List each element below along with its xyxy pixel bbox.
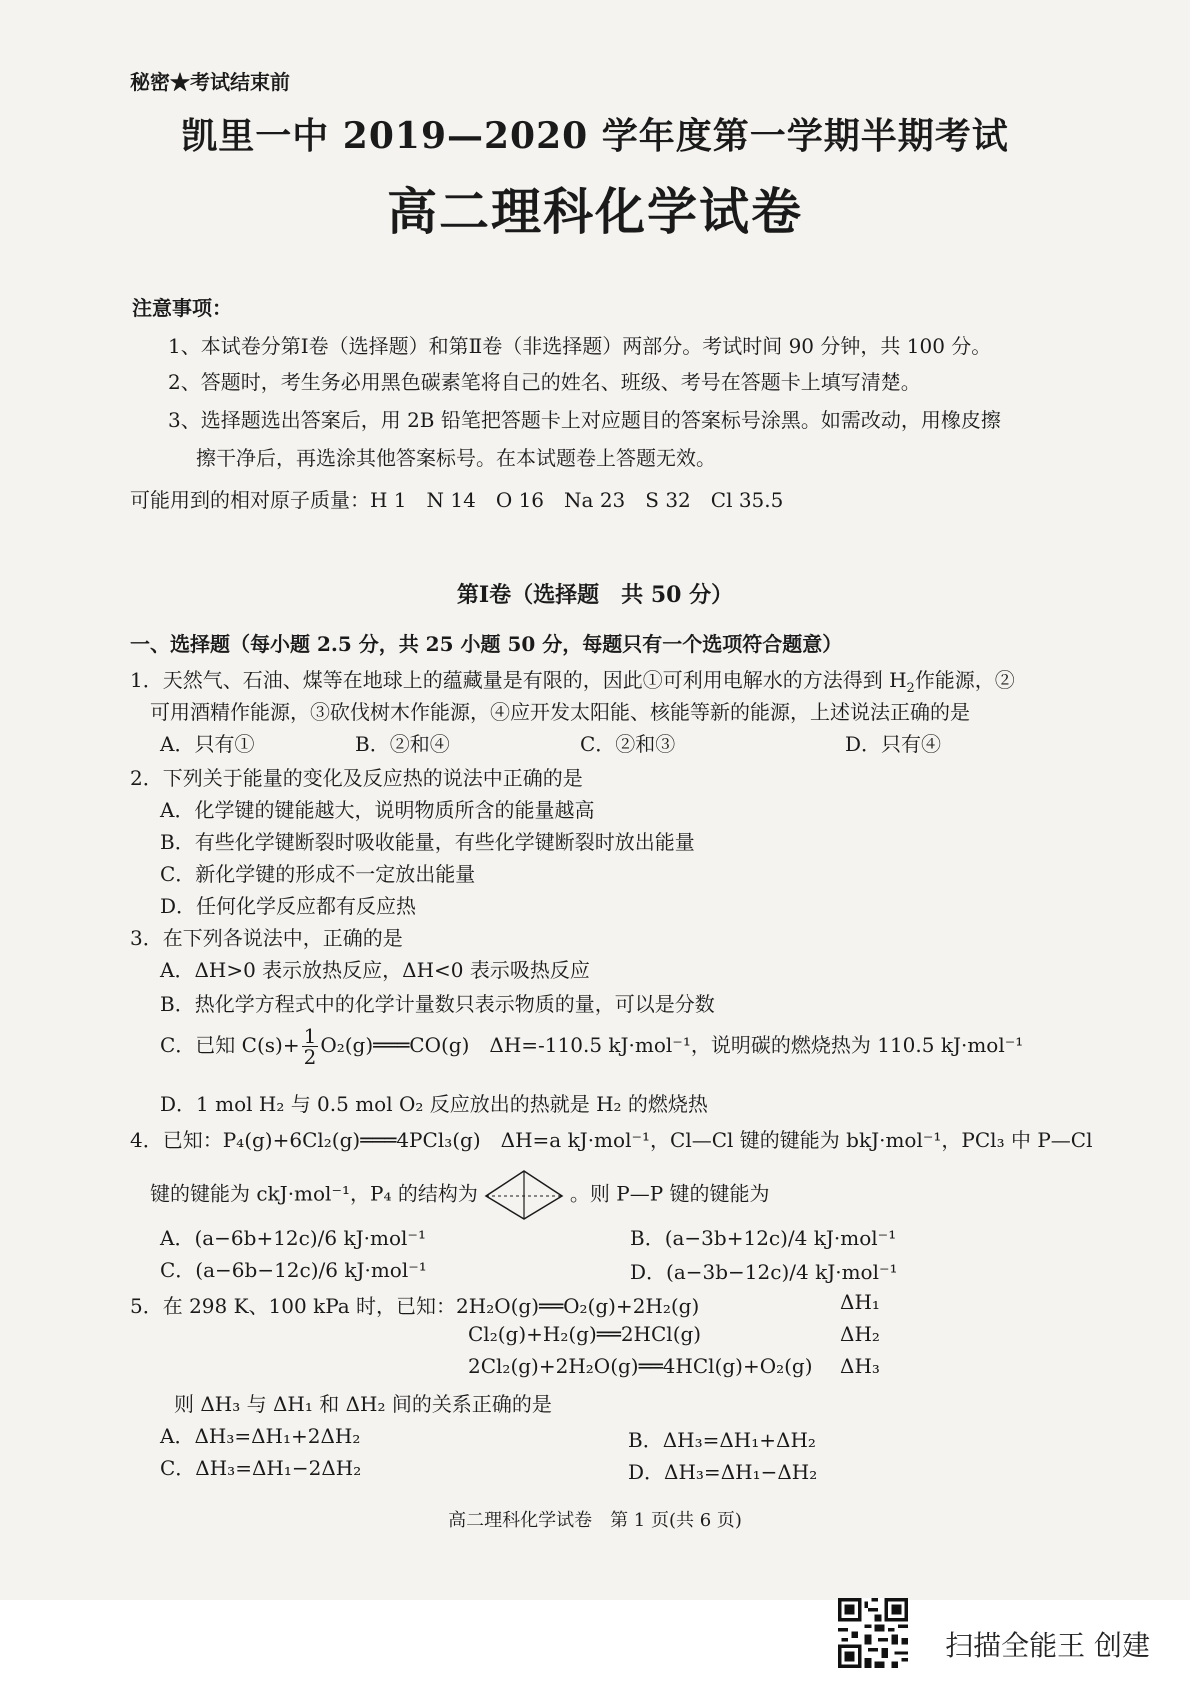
q4-line2-text: 键的键能为 ckJ·mol⁻¹，P₄ 的结构为 bbox=[150, 1181, 478, 1206]
q5-equation-2: Cl₂(g)+H₂(g)══2HCl(g) bbox=[468, 1322, 702, 1346]
q2-option-a: A．化学键的键能越大，说明物质所含的能量越高 bbox=[160, 798, 595, 822]
q2-option-d: D．任何化学反应都有反应热 bbox=[160, 894, 417, 918]
q5-option-d: D．ΔH₃=ΔH₁−ΔH₂ bbox=[628, 1460, 818, 1484]
notice-item-1: 1、本试卷分第Ⅰ卷（选择题）和第Ⅱ卷（非选择题）两部分。考试时间 90 分钟，共 100 分。 bbox=[168, 334, 992, 358]
q3-option-b: B．热化学方程式中的化学计量数只表示物质的量，可以是分数 bbox=[160, 992, 715, 1016]
school-exam-title: 凯里一中 2019—2020 学年度第一学期半期考试 bbox=[181, 115, 1009, 157]
q1-option-c: C．②和③ bbox=[580, 732, 676, 756]
q1-stem-line2: 可用酒精作能源，③砍伐树木作能源，④应开发太阳能、核能等新的能源，上述说法正确的是 bbox=[150, 700, 970, 724]
q1-stem-end: 作能源，② bbox=[914, 668, 1015, 692]
q2-stem: 2．下列关于能量的变化及反应热的说法中正确的是 bbox=[130, 766, 583, 790]
page-footer: 高二理科化学试卷 第 1 页(共 6 页) bbox=[448, 1510, 742, 1531]
q5-dh2: ΔH₂ bbox=[840, 1322, 880, 1346]
q1-option-b: B．②和④ bbox=[355, 732, 450, 756]
q3-stem: 3．在下列各说法中，正确的是 bbox=[130, 926, 403, 950]
q4-stem-line2 bbox=[150, 1168, 770, 1222]
q1-stem-text: 1．天然气、石油、煤等在地球上的蕴藏量是有限的，因此①可利用电解水的方法得到 H bbox=[130, 668, 907, 692]
fraction-numerator: 1 bbox=[303, 1024, 317, 1048]
q1-subscript: 2 bbox=[906, 681, 915, 696]
q2-option-b: B．有些化学键断裂时吸收能量，有些化学键断裂时放出能量 bbox=[160, 830, 695, 854]
q5-dh3: ΔH₃ bbox=[840, 1354, 880, 1378]
q1-stem-line1 bbox=[130, 664, 1015, 696]
q1-option-d: D．只有④ bbox=[845, 732, 942, 756]
q5-option-c: C．ΔH₃=ΔH₁−2ΔH₂ bbox=[160, 1456, 362, 1480]
q4-option-b: B．(a−3b+12c)/4 kJ·mol⁻¹ bbox=[630, 1226, 897, 1250]
q5-equation-3: 2Cl₂(g)+2H₂O(g)══4HCl(g)+O₂(g) bbox=[468, 1354, 813, 1378]
one-half-fraction bbox=[302, 1026, 319, 1067]
q3-option-a: A．ΔH>0 表示放热反应，ΔH<0 表示吸热反应 bbox=[160, 958, 590, 982]
notice-item-3: 3、选择题选出答案后，用 2B 铅笔把答题卡上对应题目的答案标号涂黑。如需改动，用橡皮擦 bbox=[168, 408, 1001, 432]
notice-item-3-cont: 擦干净后，再选涂其他答案标号。在本试题卷上答题无效。 bbox=[196, 446, 716, 470]
q2-option-c: C．新化学键的形成不一定放出能量 bbox=[160, 862, 476, 886]
q4-stem-line1: 4．已知：P₄(g)+6Cl₂(g)═══4PCl₃(g) ΔH=a kJ·mol⁻¹，Cl—Cl 键的键能为 bkJ·mol⁻¹，PCl₃ 中 P—Cl bbox=[130, 1128, 1093, 1152]
p4-tetrahedron-icon bbox=[482, 1168, 566, 1222]
q4-option-a: A．(a−6b+12c)/6 kJ·mol⁻¹ bbox=[160, 1226, 426, 1250]
q5-option-a: A．ΔH₃=ΔH₁+2ΔH₂ bbox=[160, 1424, 361, 1448]
q5-option-b: B．ΔH₃=ΔH₁+ΔH₂ bbox=[628, 1428, 816, 1452]
part-heading: 一、选择题（每小题 2.5 分，共 25 小题 50 分，每题只有一个选项符合题意） bbox=[130, 632, 843, 656]
section-title: 第Ⅰ卷（选择题 共 50 分） bbox=[456, 582, 734, 608]
scanner-watermark: 扫描全能王 创建 bbox=[945, 1629, 1150, 1662]
q3-option-c bbox=[160, 1026, 1023, 1067]
notice-heading: 注意事项： bbox=[132, 296, 232, 320]
q5-stem: 5．在 298 K、100 kPa 时，已知：2H₂O(g)══O₂(g)+2H₂(g) bbox=[130, 1294, 700, 1318]
atomic-masses: 可能用到的相对原子质量：H 1 N 14 O 16 Na 23 S 32 Cl 35.5 bbox=[130, 488, 784, 512]
fraction-denominator: 2 bbox=[303, 1045, 317, 1069]
q1-option-a: A．只有① bbox=[160, 732, 255, 756]
q4-option-c: C．(a−6b−12c)/6 kJ·mol⁻¹ bbox=[160, 1258, 427, 1282]
q5-question: 则 ΔH₃ 与 ΔH₁ 和 ΔH₂ 间的关系正确的是 bbox=[174, 1392, 552, 1416]
q3-c-prefix: C．已知 C(s)+ bbox=[160, 1033, 300, 1057]
confidential-label: 秘密★考试结束前 bbox=[130, 70, 290, 94]
notice-item-2: 2、答题时，考生务必用黑色碳素笔将自己的姓名、班级、考号在答题卡上填写清楚。 bbox=[168, 370, 921, 394]
q4-line2-end: 。则 P—P 键的键能为 bbox=[569, 1181, 770, 1206]
q3-option-d: D．1 mol H₂ 与 0.5 mol O₂ 反应放出的热就是 H₂ 的燃烧热 bbox=[160, 1092, 708, 1116]
qr-code-icon bbox=[838, 1598, 908, 1668]
q3-c-suffix: O₂(g)═══CO(g) ΔH=-110.5 kJ·mol⁻¹，说明碳的燃烧热为 110.5 kJ·mol⁻¹ bbox=[320, 1033, 1024, 1057]
paper-title: 高二理科化学试卷 bbox=[387, 182, 803, 241]
q5-dh1: ΔH₁ bbox=[840, 1290, 880, 1314]
q4-option-d: D．(a−3b−12c)/4 kJ·mol⁻¹ bbox=[630, 1260, 898, 1284]
